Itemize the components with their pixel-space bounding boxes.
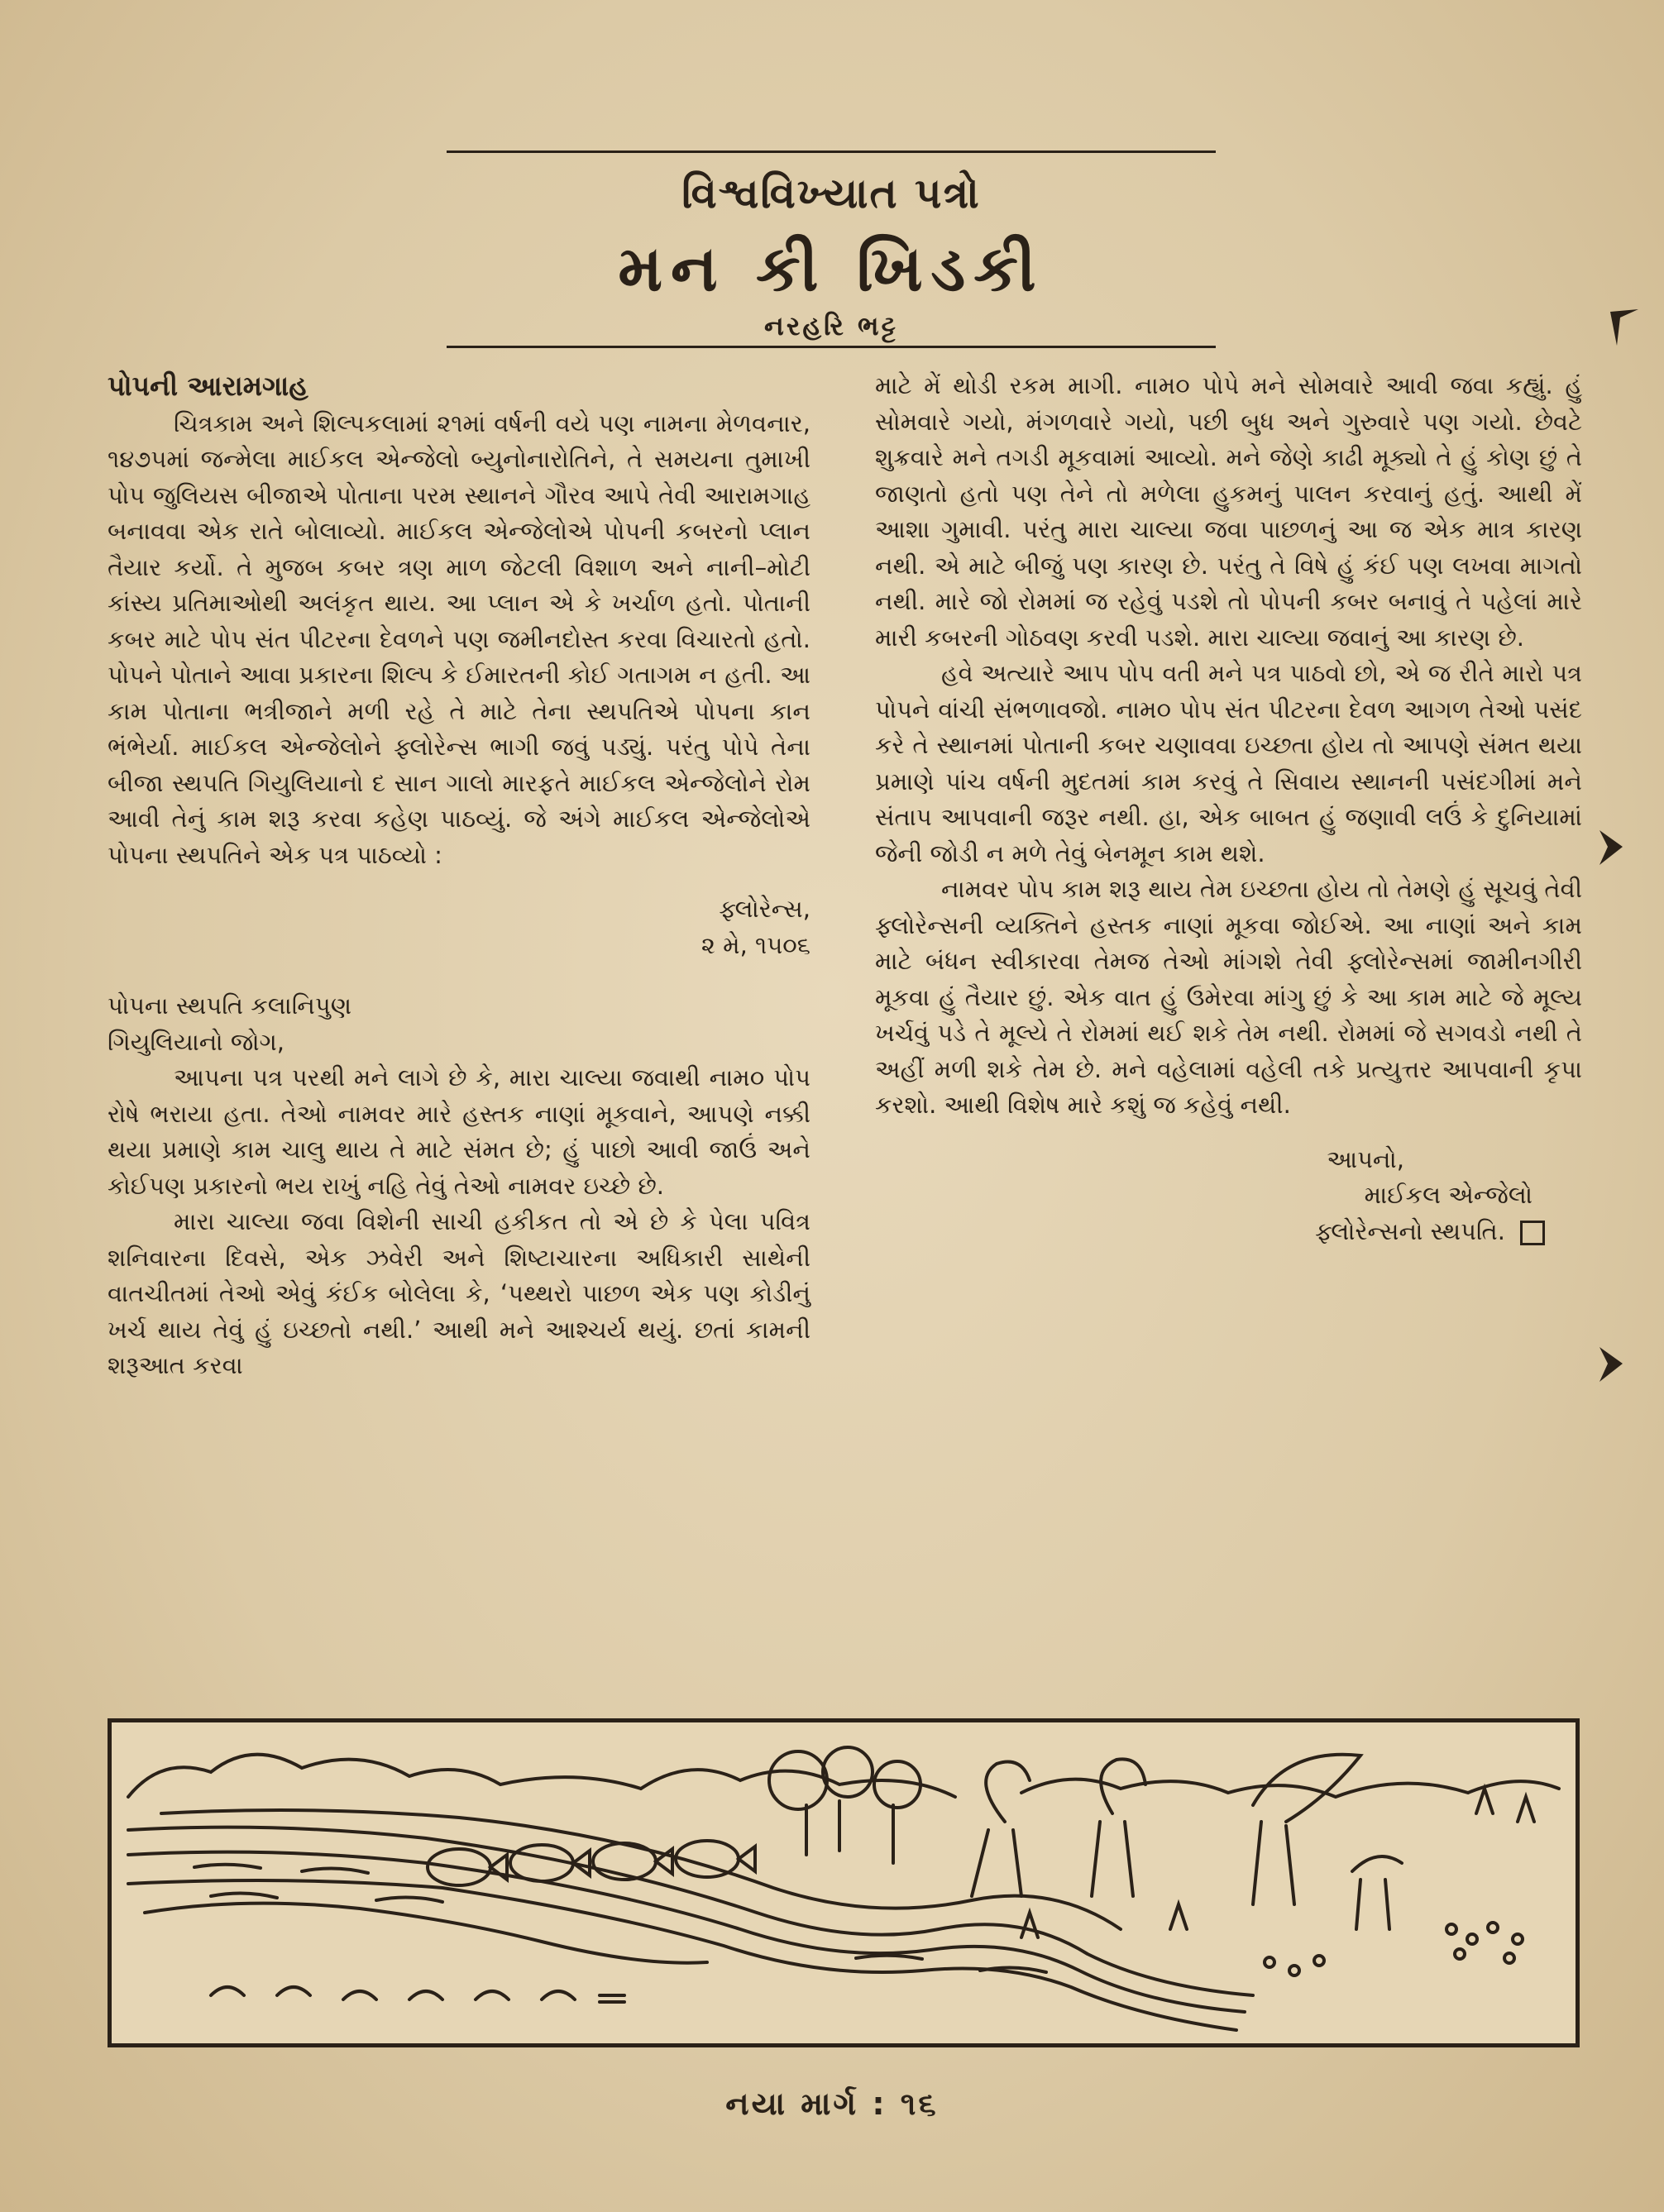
closing-line-wrap [875, 1214, 1582, 1250]
letter-paragraph: નામવર પોપ કામ શરૂ થાય તેમ ઇચ્છતા હોય તો તેમણે હું સૂચવું તેવી ફ્લોરેન્સની વ્યક્તિને હસ્તક નાણાં મૂકવા જોઈએ. આ નાણાં અને કામ માટે બંધન સ્વીકારવા તેમજ તેઓ માંગશે તેવી ફ્લોરેન્સમાં જામીનગીરી મૂકવા હું તૈયાર છું. એક વાત હું ઉમેરવા માંગુ છું કે આ કામ માટે જે મૂલ્ય ખર્ચવું પડે તે મૂલ્યે તે રોમમાં થઈ શકે તેમ નથી. રોમમાં જે સગવડો નથી તે અહીં મળી શકે તેમ છે. મને વહેલામાં વહેલી તકે પ્રત્યુત્તર આપવાની કૃપા કરશો. આથી વિશેષ મારે કશું જ કહેવું નથી. [875, 875, 1582, 1119]
top-rule [447, 150, 1216, 153]
closing-line: માઈકલ એન્જેલો [1364, 1181, 1533, 1209]
salutation-line: ગિયુલિયાનો જોગ, [108, 1027, 285, 1056]
folk-art-river-peacock-illustration-icon [112, 1722, 1576, 2043]
letter-paragraph: માટે મેં થોડી રકમ માગી. નામ૦ પોપે મને સોમવારે આવી જવા કહ્યું. હું સોમવારે ગયો, મંગળવારે ગયો, પછી બુધ અને ગુરુવારે પણ ગયો. છેવટે શુક્રવારે મને તગડી મૂકવામાં આવ્યો. મને જેણે કાઢી મૂક્યો તે હું કોણ છું તે જાણતો હતો પણ તેને તો મળેલા હુકમનું પાલન કરવાનું હતું. આથી મેં આશા ગુમાવી. પરંતુ મારા ચાલ્યા જવા પાછળનું આ જ એક માત્ર કારણ નથી. એ માટે બીજું પણ કારણ છે. પરંતુ તે વિષે હું કંઈ પણ લખવા માગતો નથી. મારે જો રોમમાં જ રહેવું પડશે તો પોપની કબર બનાવું તે પહેલાં મારે મારી કબરની ગોઠવણ કરવી પડશે. મારા ચાલ્યા જવાનું આ કારણ છે. [875, 371, 1582, 652]
section-label: વિશ્વવિખ્યાત પત્રો [681, 170, 981, 217]
header-bottom-rule [447, 346, 1216, 348]
folk-art-illustration [108, 1718, 1580, 2047]
article-heading: પોપની આરામગાહ [108, 370, 308, 402]
letter-paragraph: હવે અત્યારે આપ પોપ વતી મને પત્ર પાઠવો છો, એ જ રીતે મારો પત્ર પોપને વાંચી સંભળાવજો. નામ૦ પોપ સંત પીટરના દેવળ આગળ તેઓ પસંદ કરે તે સ્થાનમાં પોતાની કબર ચણાવવા ઇચ્છતા હોય તો આપણે સંમત થયા પ્રમાણે પાંચ વર્ષની મુદતમાં કામ કરવું તે સિવાય સ્થાનની પસંદગીમાં મને સંતાપ આપવાની જરૂર નથી. હા, એક બાબત હું જણાવી લઉં કે દુનિયામાં જેની જોડી ન મળે તેવું બેનમૂન કામ થશે. [875, 659, 1582, 867]
margin-mark-icon [1609, 308, 1642, 349]
page-footer: નયા માર્ગ : ૧૬ [725, 2085, 939, 2122]
page-title: મન કી ખિડકી [618, 232, 1045, 305]
article-paragraph: ચિત્રકામ અને શિલ્પકલામાં ૨૧માં વર્ષની વયે પણ નામના મેળવનાર, ૧૪૭૫માં જન્મેલા માઈકલ એન્જેલો બ્યુનોનારોતિને, તે સમયના તુમાખી પોપ જુલિયસ બીજાએ પોતાના પરમ સ્થાનને ગૌરવ આપે તેવી આરામગાહ બનાવવા એક રાતે બોલાવ્યો. માઈકલ એન્જેલોએ પોપની કબરનો પ્લાન તૈયાર કર્યો. તે મુજબ કબર ત્રણ માળ જેટલી વિશાળ અને નાની–મોટી કાંસ્ય પ્રતિમાઓથી અલંકૃત થાય. આ પ્લાન એ કે ખર્ચાળ હતો. પોતાની કબર માટે પોપ સંત પીટરના દેવળને પણ જમીનદોસ્ત કરવા વિચારતો હતો. પોપને પોતાને આવા પ્રકારના શિલ્પ કે ઈમારતની કોઈ ગતાગમ ન હતી. આ કામ પોતાના ભત્રીજાને મળી રહે તે માટે તેના સ્થપતિએ પોપના કાન ભંભેર્યા. માઈકલ એન્જેલોને ફ્લોરેન્સ ભાગી જવું પડ્યું. પરંતુ પોપે તેના બીજા સ્થપતિ ગિયુલિયાનો દ સાન ગાલો મારફતે માઈકલ એન્જેલોને રોમ આવી તેનું કામ શરૂ કરવા કહેણ પાઠવ્યું. જે અંગે માઈકલ એન્જેલોએ પોપના સ્થપતિને એક પત્ર પાઠવ્યો : [108, 408, 810, 869]
letter-paragraph: આપના પત્ર પરથી મને લાગે છે કે, મારા ચાલ્યા જવાથી નામ૦ પોપ રોષે ભરાયા હતા. તેઓ નામવર મારે હસ્તક નાણાં મૂકવાને, આપણે નક્કી થયા પ્રમાણે કામ ચાલુ થાય તે માટે સંમત છે; હું પાછો આવી જાઉં અને કોઈપણ પ્રકારનો ભય રાખું નહિ તેવું તેઓ નામવર ઇચ્છે છે. [108, 1063, 810, 1200]
letter-paragraph: મારા ચાલ્યા જવા વિશેની સાચી હકીકત તો એ છે કે પેલા પવિત્ર શનિવારના દિવસે, એક ઝવેરી અને શિષ્ટાચારના અધિકારી સાથેની વાતચીતમાં તેઓ એવું કંઈક બોલેલા કે, ‘પથ્થરો પાછળ એક પણ કોડીનું ખર્ચ થાય તેવું હું ઇચ્છતો નથી.’ આથી મને આશ્ચર્ય થયું. છતાં કામની શરૂઆત કરવા [108, 1207, 810, 1379]
salutation-line: પોપના સ્થપતિ કલાનિપુણ [108, 991, 352, 1020]
right-column [875, 368, 1582, 1249]
author-name: નરહરિ ભટ્ટ [764, 310, 898, 342]
margin-mark-icon [1595, 827, 1628, 868]
closing-line: ફ્લોરેન્સનો સ્થપતિ. [1315, 1216, 1505, 1245]
letter-place: ફ્લોરેન્સ, [719, 895, 810, 923]
closing-line: આપનો, [1327, 1144, 1404, 1173]
left-column [108, 368, 810, 1384]
end-mark-icon [1520, 1221, 1545, 1245]
margin-mark-icon [1595, 1344, 1628, 1385]
letter-date: ૨ મે, ૧૫૦૬ [701, 930, 810, 959]
